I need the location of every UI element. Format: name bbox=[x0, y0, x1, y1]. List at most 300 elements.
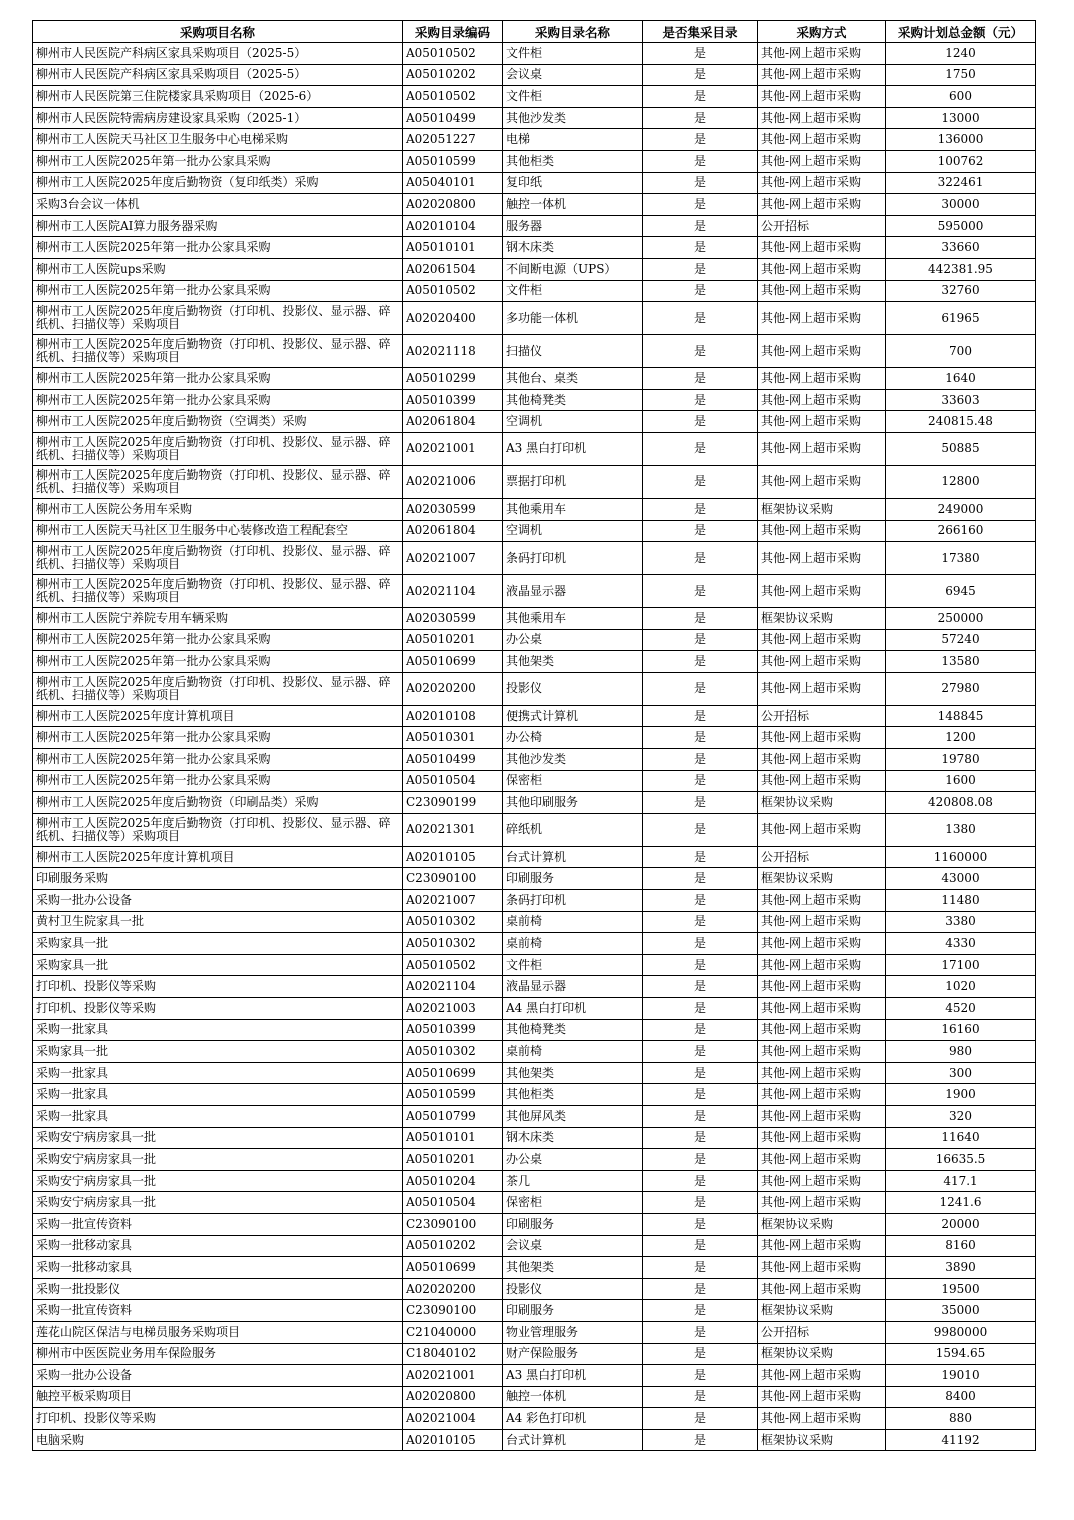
method-cell: 其他-网上超市采购 bbox=[758, 1019, 886, 1041]
catalog-name-cell: 触控一体机 bbox=[503, 194, 643, 216]
catalog-name-cell: 物业管理服务 bbox=[503, 1321, 643, 1343]
catalog-code-cell: A02021001 bbox=[403, 1365, 503, 1387]
table-row bbox=[33, 107, 1036, 129]
header-row bbox=[33, 21, 1036, 43]
catalog-name-cell: 会议桌 bbox=[503, 64, 643, 86]
table-row bbox=[33, 846, 1036, 868]
table-row bbox=[33, 172, 1036, 194]
centralized-cell: 是 bbox=[643, 976, 758, 998]
amount-cell: 27980 bbox=[886, 672, 1036, 705]
catalog-name-cell: 文件柜 bbox=[503, 86, 643, 108]
project-name-cell: 采购一批投影仪 bbox=[33, 1278, 403, 1300]
table-row bbox=[33, 575, 1036, 608]
method-cell: 其他-网上超市采购 bbox=[758, 954, 886, 976]
project-name-cell: 柳州市工人医院2025年第一批办公家具采购 bbox=[33, 280, 403, 302]
method-cell: 其他-网上超市采购 bbox=[758, 890, 886, 912]
amount-cell: 1594.65 bbox=[886, 1343, 1036, 1365]
project-name-cell: 柳州市工人医院2025年度计算机项目 bbox=[33, 846, 403, 868]
amount-cell: 20000 bbox=[886, 1213, 1036, 1235]
method-cell: 其他-网上超市采购 bbox=[758, 1257, 886, 1279]
table-row bbox=[33, 1127, 1036, 1149]
table-row bbox=[33, 215, 1036, 237]
amount-cell: 148845 bbox=[886, 705, 1036, 727]
catalog-name-cell: 液晶显示器 bbox=[503, 976, 643, 998]
centralized-cell: 是 bbox=[643, 194, 758, 216]
table-row bbox=[33, 389, 1036, 411]
catalog-code-cell: A05010504 bbox=[403, 770, 503, 792]
table-row bbox=[33, 64, 1036, 86]
project-name-cell: 柳州市工人医院2025年第一批办公家具采购 bbox=[33, 651, 403, 673]
project-name-cell: 采购安宁病房家具一批 bbox=[33, 1127, 403, 1149]
table-row bbox=[33, 1365, 1036, 1387]
method-cell: 其他-网上超市采购 bbox=[758, 672, 886, 705]
col-header-centralized: 是否集采目录 bbox=[643, 21, 758, 43]
catalog-name-cell: A3 黑白打印机 bbox=[503, 1365, 643, 1387]
method-cell: 框架协议采购 bbox=[758, 1213, 886, 1235]
table-row bbox=[33, 1192, 1036, 1214]
catalog-name-cell: 文件柜 bbox=[503, 954, 643, 976]
catalog-code-cell: A02020400 bbox=[403, 302, 503, 335]
catalog-code-cell: C23090100 bbox=[403, 1300, 503, 1322]
centralized-cell: 是 bbox=[643, 705, 758, 727]
catalog-name-cell: 其他台、桌类 bbox=[503, 368, 643, 390]
procurement-table bbox=[32, 20, 1036, 1451]
catalog-code-cell: C23090199 bbox=[403, 792, 503, 814]
amount-cell: 249000 bbox=[886, 498, 1036, 520]
project-name-cell: 采购一批办公设备 bbox=[33, 890, 403, 912]
catalog-name-cell: 台式计算机 bbox=[503, 846, 643, 868]
project-name-cell: 柳州市工人医院2025年第一批办公家具采购 bbox=[33, 629, 403, 651]
project-name-cell: 柳州市工人医院AI算力服务器采购 bbox=[33, 215, 403, 237]
amount-cell: 300 bbox=[886, 1062, 1036, 1084]
centralized-cell: 是 bbox=[643, 998, 758, 1020]
catalog-code-cell: A05010302 bbox=[403, 1041, 503, 1063]
centralized-cell: 是 bbox=[643, 432, 758, 465]
centralized-cell: 是 bbox=[643, 542, 758, 575]
method-cell: 其他-网上超市采购 bbox=[758, 172, 886, 194]
method-cell: 其他-网上超市采购 bbox=[758, 368, 886, 390]
method-cell: 框架协议采购 bbox=[758, 498, 886, 520]
catalog-name-cell: 桌前椅 bbox=[503, 911, 643, 933]
method-cell: 公开招标 bbox=[758, 215, 886, 237]
method-cell: 其他-网上超市采购 bbox=[758, 1365, 886, 1387]
catalog-name-cell: 投影仪 bbox=[503, 1278, 643, 1300]
project-name-cell: 采购一批宣传资料 bbox=[33, 1300, 403, 1322]
amount-cell: 33603 bbox=[886, 389, 1036, 411]
centralized-cell: 是 bbox=[643, 608, 758, 630]
amount-cell: 11480 bbox=[886, 890, 1036, 912]
centralized-cell: 是 bbox=[643, 1257, 758, 1279]
catalog-code-cell: A05010204 bbox=[403, 1170, 503, 1192]
catalog-code-cell: A02020200 bbox=[403, 1278, 503, 1300]
project-name-cell: 莲花山院区保洁与电梯员服务采购项目 bbox=[33, 1321, 403, 1343]
amount-cell: 322461 bbox=[886, 172, 1036, 194]
project-name-cell: 柳州市工人医院2025年第一批办公家具采购 bbox=[33, 389, 403, 411]
catalog-code-cell: A02021006 bbox=[403, 465, 503, 498]
method-cell: 其他-网上超市采购 bbox=[758, 1127, 886, 1149]
project-name-cell: 柳州市工人医院2025年第一批办公家具采购 bbox=[33, 237, 403, 259]
project-name-cell: 采购安宁病房家具一批 bbox=[33, 1170, 403, 1192]
project-name-cell: 柳州市工人医院2025年度后勤物资（打印机、投影仪、显示器、碎纸机、扫描仪等）采购项目 bbox=[33, 672, 403, 705]
catalog-code-cell: A05040101 bbox=[403, 172, 503, 194]
project-name-cell: 电脑采购 bbox=[33, 1429, 403, 1451]
method-cell: 其他-网上超市采购 bbox=[758, 389, 886, 411]
method-cell: 公开招标 bbox=[758, 846, 886, 868]
table-body bbox=[33, 43, 1036, 1451]
table-row bbox=[33, 194, 1036, 216]
amount-cell: 16160 bbox=[886, 1019, 1036, 1041]
method-cell: 其他-网上超市采购 bbox=[758, 1041, 886, 1063]
catalog-code-cell: A02061804 bbox=[403, 520, 503, 542]
amount-cell: 8160 bbox=[886, 1235, 1036, 1257]
centralized-cell: 是 bbox=[643, 629, 758, 651]
catalog-code-cell: C21040000 bbox=[403, 1321, 503, 1343]
project-name-cell: 黄村卫生院家具一批 bbox=[33, 911, 403, 933]
catalog-name-cell: 空调机 bbox=[503, 411, 643, 433]
catalog-name-cell: 多功能一体机 bbox=[503, 302, 643, 335]
catalog-name-cell: 会议桌 bbox=[503, 1235, 643, 1257]
centralized-cell: 是 bbox=[643, 672, 758, 705]
table-row bbox=[33, 1170, 1036, 1192]
catalog-code-cell: A02010105 bbox=[403, 1429, 503, 1451]
catalog-name-cell: 财产保险服务 bbox=[503, 1343, 643, 1365]
project-name-cell: 采购一批办公设备 bbox=[33, 1365, 403, 1387]
catalog-name-cell: 办公桌 bbox=[503, 629, 643, 651]
table-row bbox=[33, 258, 1036, 280]
table-row bbox=[33, 1041, 1036, 1063]
catalog-code-cell: A02021001 bbox=[403, 432, 503, 465]
project-name-cell: 柳州市工人医院2025年度后勤物资（印刷品类）采购 bbox=[33, 792, 403, 814]
project-name-cell: 采购一批移动家具 bbox=[33, 1235, 403, 1257]
method-cell: 其他-网上超市采购 bbox=[758, 194, 886, 216]
project-name-cell: 采购安宁病房家具一批 bbox=[33, 1149, 403, 1171]
project-name-cell: 柳州市工人医院2025年度后勤物资（打印机、投影仪、显示器、碎纸机、扫描仪等）采购项目 bbox=[33, 813, 403, 846]
amount-cell: 35000 bbox=[886, 1300, 1036, 1322]
amount-cell: 4330 bbox=[886, 933, 1036, 955]
catalog-name-cell: A4 彩色打印机 bbox=[503, 1408, 643, 1430]
catalog-name-cell: 电梯 bbox=[503, 129, 643, 151]
col-header-project-name: 采购项目名称 bbox=[33, 21, 403, 43]
catalog-code-cell: C23090100 bbox=[403, 868, 503, 890]
amount-cell: 8400 bbox=[886, 1386, 1036, 1408]
catalog-code-cell: A05010699 bbox=[403, 651, 503, 673]
project-name-cell: 柳州市工人医院天马社区卫生服务中心电梯采购 bbox=[33, 129, 403, 151]
table-row bbox=[33, 1386, 1036, 1408]
centralized-cell: 是 bbox=[643, 911, 758, 933]
catalog-code-cell: A02021007 bbox=[403, 890, 503, 912]
centralized-cell: 是 bbox=[643, 43, 758, 65]
project-name-cell: 柳州市工人医院天马社区卫生服务中心装修改造工程配套空 bbox=[33, 520, 403, 542]
amount-cell: 1160000 bbox=[886, 846, 1036, 868]
centralized-cell: 是 bbox=[643, 237, 758, 259]
catalog-code-cell: A02051227 bbox=[403, 129, 503, 151]
table-row bbox=[33, 933, 1036, 955]
centralized-cell: 是 bbox=[643, 575, 758, 608]
project-name-cell: 采购一批家具 bbox=[33, 1084, 403, 1106]
catalog-name-cell: 触控一体机 bbox=[503, 1386, 643, 1408]
method-cell: 框架协议采购 bbox=[758, 1429, 886, 1451]
centralized-cell: 是 bbox=[643, 846, 758, 868]
project-name-cell: 柳州市工人医院2025年度后勤物资（打印机、投影仪、显示器、碎纸机、扫描仪等）采购项目 bbox=[33, 432, 403, 465]
catalog-name-cell: 办公椅 bbox=[503, 727, 643, 749]
amount-cell: 600 bbox=[886, 86, 1036, 108]
catalog-code-cell: A02021301 bbox=[403, 813, 503, 846]
table-row bbox=[33, 335, 1036, 368]
method-cell: 其他-网上超市采购 bbox=[758, 43, 886, 65]
col-header-method: 采购方式 bbox=[758, 21, 886, 43]
amount-cell: 13000 bbox=[886, 107, 1036, 129]
centralized-cell: 是 bbox=[643, 64, 758, 86]
method-cell: 其他-网上超市采购 bbox=[758, 651, 886, 673]
method-cell: 框架协议采购 bbox=[758, 868, 886, 890]
catalog-name-cell: 条码打印机 bbox=[503, 542, 643, 575]
centralized-cell: 是 bbox=[643, 792, 758, 814]
catalog-code-cell: A02021104 bbox=[403, 976, 503, 998]
method-cell: 其他-网上超市采购 bbox=[758, 237, 886, 259]
centralized-cell: 是 bbox=[643, 868, 758, 890]
method-cell: 其他-网上超市采购 bbox=[758, 1235, 886, 1257]
catalog-code-cell: A02020200 bbox=[403, 672, 503, 705]
centralized-cell: 是 bbox=[643, 1300, 758, 1322]
centralized-cell: 是 bbox=[643, 1041, 758, 1063]
amount-cell: 595000 bbox=[886, 215, 1036, 237]
centralized-cell: 是 bbox=[643, 1084, 758, 1106]
project-name-cell: 采购一批移动家具 bbox=[33, 1257, 403, 1279]
centralized-cell: 是 bbox=[643, 302, 758, 335]
catalog-name-cell: 印刷服务 bbox=[503, 1213, 643, 1235]
centralized-cell: 是 bbox=[643, 411, 758, 433]
catalog-name-cell: 其他架类 bbox=[503, 1257, 643, 1279]
col-header-amount: 采购计划总金额（元） bbox=[886, 21, 1036, 43]
centralized-cell: 是 bbox=[643, 1235, 758, 1257]
centralized-cell: 是 bbox=[643, 813, 758, 846]
centralized-cell: 是 bbox=[643, 954, 758, 976]
method-cell: 框架协议采购 bbox=[758, 1300, 886, 1322]
catalog-code-cell: A02021118 bbox=[403, 335, 503, 368]
table-row bbox=[33, 1149, 1036, 1171]
method-cell: 其他-网上超市采购 bbox=[758, 107, 886, 129]
catalog-code-cell: A02030599 bbox=[403, 498, 503, 520]
table-row bbox=[33, 1084, 1036, 1106]
catalog-name-cell: 保密柜 bbox=[503, 1192, 643, 1214]
table-row bbox=[33, 1321, 1036, 1343]
method-cell: 其他-网上超市采购 bbox=[758, 727, 886, 749]
amount-cell: 1640 bbox=[886, 368, 1036, 390]
table-row bbox=[33, 749, 1036, 771]
project-name-cell: 柳州市工人医院2025年第一批办公家具采购 bbox=[33, 749, 403, 771]
table-row bbox=[33, 911, 1036, 933]
amount-cell: 30000 bbox=[886, 194, 1036, 216]
project-name-cell: 柳州市工人医院2025年度后勤物资（复印纸类）采购 bbox=[33, 172, 403, 194]
method-cell: 其他-网上超市采购 bbox=[758, 335, 886, 368]
project-name-cell: 柳州市工人医院2025年第一批办公家具采购 bbox=[33, 770, 403, 792]
catalog-code-cell: A05010202 bbox=[403, 64, 503, 86]
project-name-cell: 采购一批宣传资料 bbox=[33, 1213, 403, 1235]
catalog-code-cell: A05010202 bbox=[403, 1235, 503, 1257]
project-name-cell: 打印机、投影仪等采购 bbox=[33, 976, 403, 998]
method-cell: 其他-网上超市采购 bbox=[758, 911, 886, 933]
project-name-cell: 采购家具一批 bbox=[33, 954, 403, 976]
catalog-code-cell: A02021104 bbox=[403, 575, 503, 608]
amount-cell: 3380 bbox=[886, 911, 1036, 933]
method-cell: 其他-网上超市采购 bbox=[758, 64, 886, 86]
table-row bbox=[33, 1429, 1036, 1451]
project-name-cell: 印刷服务采购 bbox=[33, 868, 403, 890]
amount-cell: 12800 bbox=[886, 465, 1036, 498]
amount-cell: 57240 bbox=[886, 629, 1036, 651]
catalog-name-cell: 其他乘用车 bbox=[503, 498, 643, 520]
table-row bbox=[33, 368, 1036, 390]
catalog-name-cell: 票据打印机 bbox=[503, 465, 643, 498]
method-cell: 其他-网上超市采购 bbox=[758, 933, 886, 955]
table-row bbox=[33, 432, 1036, 465]
project-name-cell: 柳州市工人医院ups采购 bbox=[33, 258, 403, 280]
table-row bbox=[33, 792, 1036, 814]
centralized-cell: 是 bbox=[643, 215, 758, 237]
amount-cell: 1240 bbox=[886, 43, 1036, 65]
table-row bbox=[33, 150, 1036, 172]
catalog-code-cell: A05010502 bbox=[403, 86, 503, 108]
amount-cell: 32760 bbox=[886, 280, 1036, 302]
catalog-name-cell: 其他柜类 bbox=[503, 150, 643, 172]
method-cell: 其他-网上超市采购 bbox=[758, 1149, 886, 1171]
table-row bbox=[33, 1213, 1036, 1235]
project-name-cell: 柳州市人民医院产科病区家具采购项目（2025-5） bbox=[33, 64, 403, 86]
catalog-code-cell: A02020800 bbox=[403, 1386, 503, 1408]
method-cell: 其他-网上超市采购 bbox=[758, 1386, 886, 1408]
table-row bbox=[33, 86, 1036, 108]
table-row bbox=[33, 727, 1036, 749]
project-name-cell: 柳州市工人医院2025年度后勤物资（打印机、投影仪、显示器、碎纸机、扫描仪等）采购项目 bbox=[33, 542, 403, 575]
catalog-name-cell: 碎纸机 bbox=[503, 813, 643, 846]
centralized-cell: 是 bbox=[643, 1105, 758, 1127]
table-row bbox=[33, 465, 1036, 498]
catalog-code-cell: A05010699 bbox=[403, 1257, 503, 1279]
catalog-code-cell: A05010504 bbox=[403, 1192, 503, 1214]
method-cell: 框架协议采购 bbox=[758, 1343, 886, 1365]
table-row bbox=[33, 629, 1036, 651]
method-cell: 其他-网上超市采购 bbox=[758, 302, 886, 335]
table-row bbox=[33, 1408, 1036, 1430]
method-cell: 其他-网上超市采购 bbox=[758, 129, 886, 151]
centralized-cell: 是 bbox=[643, 1278, 758, 1300]
catalog-code-cell: A05010502 bbox=[403, 280, 503, 302]
table-row bbox=[33, 813, 1036, 846]
catalog-code-cell: A05010399 bbox=[403, 1019, 503, 1041]
catalog-name-cell: 条码打印机 bbox=[503, 890, 643, 912]
amount-cell: 17380 bbox=[886, 542, 1036, 575]
method-cell: 其他-网上超市采购 bbox=[758, 258, 886, 280]
method-cell: 其他-网上超市采购 bbox=[758, 998, 886, 1020]
catalog-name-cell: 液晶显示器 bbox=[503, 575, 643, 608]
catalog-name-cell: 复印纸 bbox=[503, 172, 643, 194]
table-row bbox=[33, 520, 1036, 542]
catalog-code-cell: A05010499 bbox=[403, 107, 503, 129]
amount-cell: 13580 bbox=[886, 651, 1036, 673]
project-name-cell: 柳州市工人医院2025年第一批办公家具采购 bbox=[33, 727, 403, 749]
method-cell: 其他-网上超市采购 bbox=[758, 432, 886, 465]
catalog-name-cell: 其他乘用车 bbox=[503, 608, 643, 630]
catalog-code-cell: A02020800 bbox=[403, 194, 503, 216]
amount-cell: 50885 bbox=[886, 432, 1036, 465]
amount-cell: 6945 bbox=[886, 575, 1036, 608]
amount-cell: 17100 bbox=[886, 954, 1036, 976]
amount-cell: 320 bbox=[886, 1105, 1036, 1127]
project-name-cell: 柳州市工人医院2025年度后勤物资（打印机、投影仪、显示器、碎纸机、扫描仪等）采购项目 bbox=[33, 465, 403, 498]
catalog-name-cell: A3 黑白打印机 bbox=[503, 432, 643, 465]
centralized-cell: 是 bbox=[643, 1321, 758, 1343]
project-name-cell: 采购家具一批 bbox=[33, 933, 403, 955]
amount-cell: 16635.5 bbox=[886, 1149, 1036, 1171]
catalog-name-cell: 其他屏风类 bbox=[503, 1105, 643, 1127]
method-cell: 其他-网上超市采购 bbox=[758, 770, 886, 792]
centralized-cell: 是 bbox=[643, 651, 758, 673]
method-cell: 其他-网上超市采购 bbox=[758, 411, 886, 433]
catalog-name-cell: 服务器 bbox=[503, 215, 643, 237]
method-cell: 其他-网上超市采购 bbox=[758, 1170, 886, 1192]
centralized-cell: 是 bbox=[643, 1213, 758, 1235]
col-header-catalog-code: 采购目录编码 bbox=[403, 21, 503, 43]
project-name-cell: 柳州市中医医院业务用车保险服务 bbox=[33, 1343, 403, 1365]
method-cell: 其他-网上超市采购 bbox=[758, 86, 886, 108]
amount-cell: 1380 bbox=[886, 813, 1036, 846]
method-cell: 其他-网上超市采购 bbox=[758, 629, 886, 651]
method-cell: 其他-网上超市采购 bbox=[758, 813, 886, 846]
catalog-code-cell: A05010101 bbox=[403, 237, 503, 259]
catalog-name-cell: 其他沙发类 bbox=[503, 749, 643, 771]
catalog-name-cell: 印刷服务 bbox=[503, 1300, 643, 1322]
method-cell: 公开招标 bbox=[758, 1321, 886, 1343]
amount-cell: 4520 bbox=[886, 998, 1036, 1020]
method-cell: 其他-网上超市采购 bbox=[758, 1278, 886, 1300]
amount-cell: 41192 bbox=[886, 1429, 1036, 1451]
table-row bbox=[33, 1257, 1036, 1279]
amount-cell: 11640 bbox=[886, 1127, 1036, 1149]
catalog-name-cell: 桌前椅 bbox=[503, 1041, 643, 1063]
project-name-cell: 打印机、投影仪等采购 bbox=[33, 1408, 403, 1430]
col-header-catalog-name: 采购目录名称 bbox=[503, 21, 643, 43]
table-row bbox=[33, 770, 1036, 792]
amount-cell: 43000 bbox=[886, 868, 1036, 890]
catalog-name-cell: 其他椅凳类 bbox=[503, 1019, 643, 1041]
amount-cell: 1900 bbox=[886, 1084, 1036, 1106]
catalog-name-cell: 文件柜 bbox=[503, 280, 643, 302]
amount-cell: 19780 bbox=[886, 749, 1036, 771]
catalog-code-cell: C18040102 bbox=[403, 1343, 503, 1365]
method-cell: 其他-网上超市采购 bbox=[758, 1192, 886, 1214]
centralized-cell: 是 bbox=[643, 1386, 758, 1408]
centralized-cell: 是 bbox=[643, 1343, 758, 1365]
amount-cell: 1600 bbox=[886, 770, 1036, 792]
catalog-name-cell: 其他印刷服务 bbox=[503, 792, 643, 814]
centralized-cell: 是 bbox=[643, 1170, 758, 1192]
centralized-cell: 是 bbox=[643, 770, 758, 792]
centralized-cell: 是 bbox=[643, 389, 758, 411]
method-cell: 其他-网上超市采购 bbox=[758, 520, 886, 542]
catalog-code-cell: A05010599 bbox=[403, 150, 503, 172]
table-row bbox=[33, 651, 1036, 673]
method-cell: 其他-网上超市采购 bbox=[758, 280, 886, 302]
catalog-code-cell: A02021004 bbox=[403, 1408, 503, 1430]
method-cell: 其他-网上超市采购 bbox=[758, 1105, 886, 1127]
catalog-code-cell: A05010499 bbox=[403, 749, 503, 771]
project-name-cell: 柳州市工人医院2025年第一批办公家具采购 bbox=[33, 368, 403, 390]
catalog-name-cell: 其他架类 bbox=[503, 1062, 643, 1084]
method-cell: 其他-网上超市采购 bbox=[758, 575, 886, 608]
amount-cell: 420808.08 bbox=[886, 792, 1036, 814]
table-row bbox=[33, 608, 1036, 630]
catalog-name-cell: 扫描仪 bbox=[503, 335, 643, 368]
